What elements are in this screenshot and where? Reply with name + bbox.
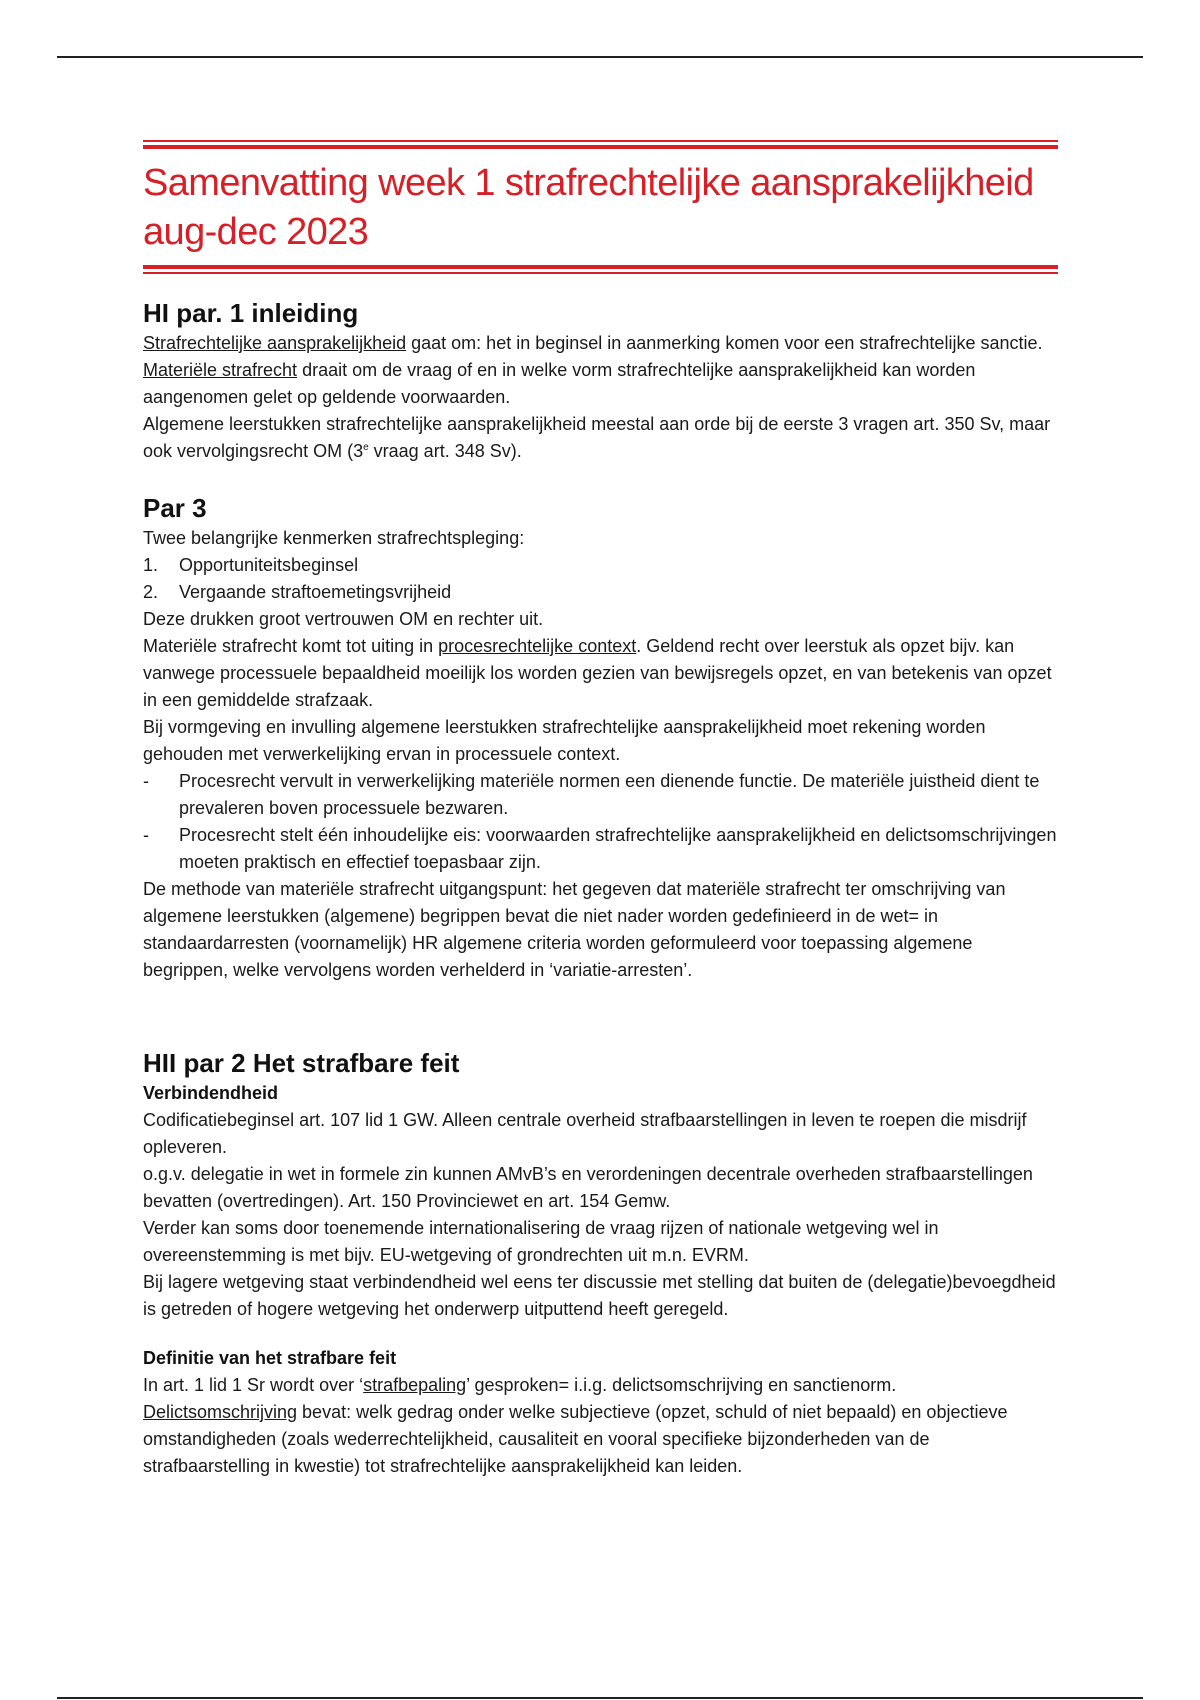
subheading: Verbindendheid [143,1083,279,1103]
superscript: e [363,442,369,453]
paragraph-text: vraag art. 348 Sv). [368,441,522,461]
list-marker: - [143,771,149,791]
list-item [143,768,1058,822]
paragraph-text: . Geldend recht over leerstuk als opzet bijv. kan vanwege processuele bepaaldheid moeilijk los worden gezien van bewijsregels opzet, en van betekenis van opzet in een gemiddelde strafzaak. [143,636,1052,710]
list-item-text: Procesrecht vervult in verwerkelijking materiële normen een dienende functie. De materiële juistheid dient te prevaleren boven processuele bezwaren. [179,771,1040,818]
spacer [143,1323,1058,1345]
paragraph: De methode van materiële strafrecht uitgangspunt: het gegeven dat materiële strafrecht ter omschrijving van algemene leerstukken (algemene) begrippen bevat die niet nader worden gedefinieerd in de wet= in standaardarresten (voornamelijk) HR algemene criteria worden geformuleerd voor toepassing algemene begrippen, welke vervolgens worden verhelderd in ‘variatie-arresten’. [143,879,1006,980]
title-line-1: Samenvatting week 1 strafrechtelijke aansprakelijkheid [143,162,1034,204]
section-strafbare-feit [143,1046,1058,1480]
underlined-term: Materiële strafrecht [143,360,298,380]
paragraph: Bij lagere wetgeving staat verbindendheid wel eens ter discussie met stelling dat buiten de (delegatie)bevoegdheid is getreden of hogere wetgeving het onderwerp uitputtend heeft geregeld. [143,1272,1056,1319]
list-marker: 1. [143,555,159,575]
title-line-2: aug-dec 2023 [143,211,369,253]
paragraph [143,411,1058,465]
underlined-term: Delictsomschrijving [143,1402,298,1422]
document-title [143,159,1058,257]
paragraph: o.g.v. delegatie in wet in formele zin kunnen AMvB’s en verordeningen decentrale overheden strafbaarstellingen bevatten (overtredingen). Art. 150 Provinciewet en art. 154 Gemw. [143,1164,1033,1211]
paragraph-text: draait om de vraag of en in welke vorm strafrechtelijke aansprakelijkheid kan worden aangenomen gelet op geldende voorwaarden. [143,360,976,407]
document-body [143,140,1058,1480]
page-bottom-rule [57,1697,1143,1699]
paragraph-text: Algemene leerstukken strafrechtelijke aansprakelijkheid meestal aan orde bij de eerste 3 vragen art. 350 Sv, maar ook vervolgingsrecht OM (3 [143,414,1051,461]
paragraph [143,330,1058,357]
paragraph-text: bevat: welk gedrag onder welke subjectieve (opzet, schuld of niet bepaald) en objectieve omstandigheden (zoals wederrechtelijkheid, causaliteit en vooral specifieke bijzonderheden van de strafbaarstelling in kwestie) tot strafrechtelijke aansprakelijkheid kan leiden. [143,1402,1008,1476]
list-item [143,552,1058,579]
underlined-term: Strafrechtelijke aansprakelijkheid [143,333,407,353]
page-top-rule [57,56,1143,58]
paragraph: Bij vormgeving en invulling algemene leerstukken strafrechtelijke aansprakelijkheid moet rekening worden gehouden met verwerkelijking ervan in processuele context. [143,717,986,764]
numbered-list [143,552,1058,606]
paragraph: Deze drukken groot vertrouwen OM en rechter uit. [143,609,544,629]
section-heading: Par 3 [143,493,207,523]
paragraph-text: Materiële strafrecht komt tot uiting in [143,636,439,656]
list-marker: - [143,825,149,845]
underlined-term: procesrechtelijke context [438,636,637,656]
dash-list [143,768,1058,876]
paragraph: Codificatiebeginsel art. 107 lid 1 GW. Alleen centrale overheid strafbaarstellingen in leven te roepen die misdrijf opleveren. [143,1110,1027,1157]
section-par-3 [143,491,1058,984]
section-inleiding [143,296,1058,465]
list-item [143,579,1058,606]
paragraph-text: gaat om: het in beginsel in aanmerking komen voor een strafrechtelijke sanctie. [406,333,1043,353]
paragraph [143,633,1058,714]
paragraph [143,1372,1058,1399]
title-top-border [143,140,1058,149]
list-item-text: Opportuniteitsbeginsel [179,555,359,575]
paragraph-text: In art. 1 lid 1 Sr wordt over ‘ [143,1375,364,1395]
list-item-text: Procesrecht stelt één inhoudelijke eis: voorwaarden strafrechtelijke aansprakelijkheid en delictsomschrijvingen moeten praktisch en effectief toepasbaar zijn. [179,825,1057,872]
list-item-text: Vergaande straftoemetingsvrijheid [179,582,452,602]
list-item [143,822,1058,876]
subheading: Definitie van het strafbare feit [143,1348,397,1368]
paragraph: Verder kan soms door toenemende internationalisering de vraag rijzen of nationale wetgeving wel in overeenstemming is met bijv. EU-wetgeving of grondrechten uit m.n. EVRM. [143,1218,939,1265]
section-heading: HII par 2 Het strafbare feit [143,1048,460,1078]
underlined-term: strafbepaling [363,1375,467,1395]
section-heading: HI par. 1 inleiding [143,298,359,328]
paragraph-text: ’ gesproken= i.i.g. delictsomschrijving en sanctienorm. [466,1375,897,1395]
list-marker: 2. [143,582,159,602]
paragraph [143,357,1058,411]
title-bottom-border [143,265,1058,274]
paragraph [143,1399,1058,1480]
paragraph: Twee belangrijke kenmerken strafrechtspleging: [143,528,525,548]
